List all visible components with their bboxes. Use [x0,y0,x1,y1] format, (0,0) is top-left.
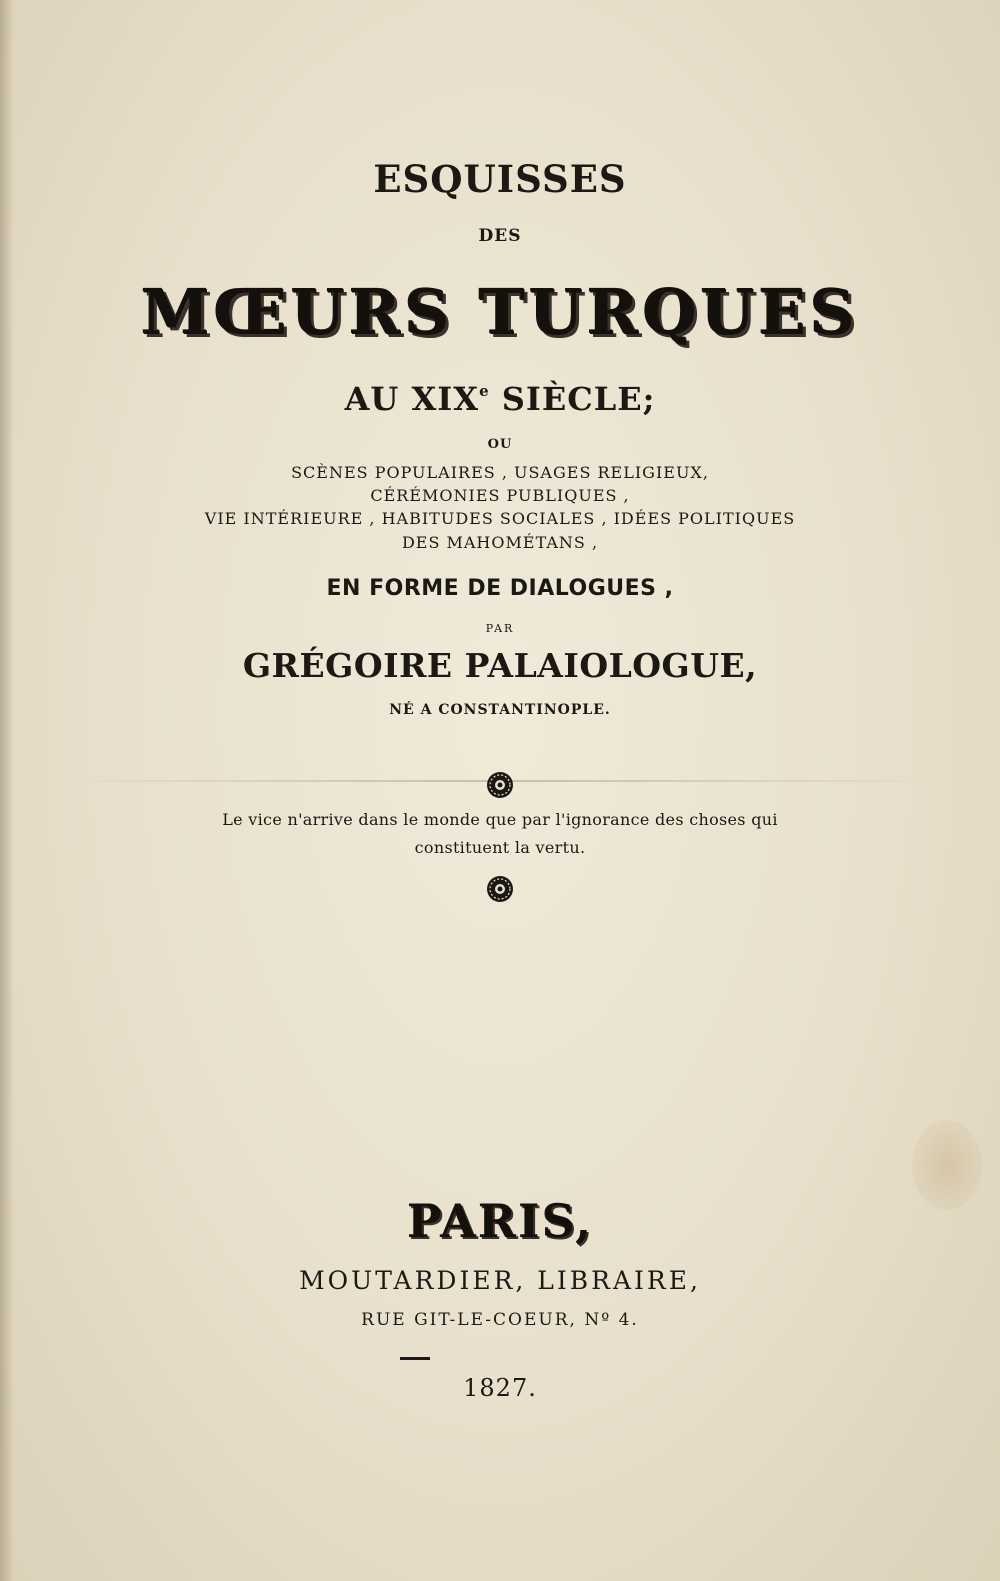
century-superscript: e [479,382,490,400]
form-line: EN FORME DE DIALOGUES , [326,576,674,601]
rosette-ornament-icon [0,874,1000,908]
author-name: GRÉGOIRE PALAIOLOGUE, [242,646,758,685]
rosette-ornament-icon [0,770,1000,804]
imprint-address: RUE GIT-LE-COEUR, Nº 4. [361,1310,639,1330]
par-line: PAR [485,622,515,635]
subtitle-line: DES MAHOMÉTANS , [401,533,599,552]
subtitle-ou: OU [487,437,513,452]
title-des: DES [478,226,522,246]
title-moeurs-turques: MŒURS TURQUES [141,276,859,349]
imprint-year: 1827. [463,1374,537,1402]
epigraph-line: constituent la vertu. [414,838,586,857]
subtitle-line: VIE INTÉRIEURE , HABITUDES SOCIALES , IDÉES POLITIQUES [204,509,796,528]
subtitle-line: CÉRÉMONIES PUBLIQUES , [370,486,630,505]
divider-rule [400,1357,430,1360]
subtitle-line: SCÈNES POPULAIRES , USAGES RELIGIEUX, [291,463,709,482]
imprint-city: PARIS, [406,1194,594,1248]
author-origin: NÉ A CONSTANTINOPLE. [389,702,611,718]
title-century [0,380,1000,418]
title-esquisses: ESQUISSES [373,157,627,201]
imprint-publisher: MOUTARDIER, LIBRAIRE, [299,1266,701,1295]
century-prefix: AU XIX [344,380,480,418]
century-suffix: SIÈCLE; [489,380,656,418]
epigraph-line: Le vice n'arrive dans le monde que par l'ignorance des choses qui [222,810,778,829]
